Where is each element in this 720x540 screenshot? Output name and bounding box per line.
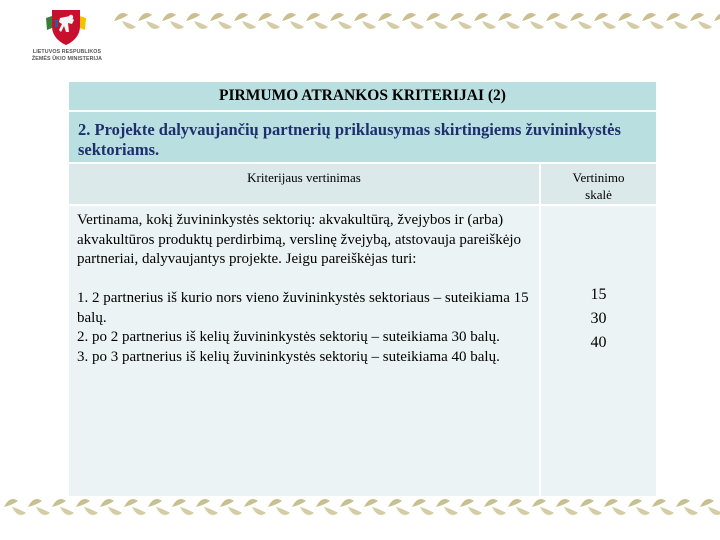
ornament-leaf <box>244 499 266 515</box>
ornament-leaf <box>484 499 506 515</box>
evaluation-item: 3. po 3 partnerius iš kelių žuvininkystės sektorių – suteikiama 40 balų. <box>77 348 500 365</box>
ornament-leaf <box>402 13 424 29</box>
ornament-leaf <box>340 499 362 515</box>
ornament-leaf <box>460 499 482 515</box>
ornament-leaf <box>642 13 664 29</box>
ornament-leaf <box>412 499 434 515</box>
ornament-leaf <box>364 499 386 515</box>
ornament-leaf <box>114 13 136 29</box>
ornament-leaf <box>498 13 520 29</box>
ornament-leaf <box>76 499 98 515</box>
ornament-leaf <box>210 13 232 29</box>
ornament-leaf <box>124 499 146 515</box>
ornament-leaf <box>148 499 170 515</box>
ornament-leaf <box>220 499 242 515</box>
ornament-leaf <box>100 499 122 515</box>
ornament-leaf <box>258 13 280 29</box>
ornament-leaf <box>628 499 650 515</box>
ornament-leaf <box>556 499 578 515</box>
ornament-leaf <box>522 13 544 29</box>
ornament-leaf <box>508 499 530 515</box>
ornament-leaf <box>388 499 410 515</box>
ornament-leaf <box>474 13 496 29</box>
ornament-leaf <box>570 13 592 29</box>
ornament-leaf <box>580 499 602 515</box>
ornament-leaf <box>196 499 218 515</box>
ornament-leaf <box>666 13 688 29</box>
ornament-leaf <box>604 499 626 515</box>
ministry-logo <box>22 8 112 70</box>
ornament-leaf <box>378 13 400 29</box>
column-header-scale-line: Vertinimo <box>572 170 625 185</box>
ornament-leaf <box>546 13 568 29</box>
ornamental-border-bottom <box>0 493 720 521</box>
evaluation-item: 1. 2 partnerius iš kurio nors vieno žuvininkystės sektoriaus – suteikiama 15 balų. <box>77 290 529 326</box>
criteria-table <box>69 82 656 496</box>
ornament-leaf <box>138 13 160 29</box>
ornament-leaf <box>234 13 256 29</box>
ministry-name-line: LIETUVOS RESPUBLIKOS <box>32 49 102 55</box>
scale-value: 40 <box>590 334 607 351</box>
coat-of-arms-icon <box>42 8 90 46</box>
ornament-leaf <box>354 13 376 29</box>
scale-values <box>541 206 656 496</box>
ornament-leaf <box>28 499 50 515</box>
ornament-leaf <box>306 13 328 29</box>
ornament-leaf <box>714 13 720 29</box>
ornament-leaf <box>450 13 472 29</box>
evaluation-text <box>69 206 539 496</box>
ornament-leaf <box>700 499 720 515</box>
ornament-leaf <box>436 499 458 515</box>
ornament-leaf <box>676 499 698 515</box>
column-header-evaluation: Kriterijaus vertinimas <box>69 164 539 204</box>
ornament-leaf <box>172 499 194 515</box>
table-title: PIRMUMO ATRANKOS KRITERIJAI (2) <box>69 82 656 110</box>
ministry-name <box>22 49 112 62</box>
ornament-leaf <box>292 499 314 515</box>
evaluation-intro: Vertinama, kokį žuvininkystės sektorių: akvakultūrą, žvejybos ir (arba) akvakultūros produktų perdirbimą, verslinę žvejybą, atstovauja pareiškėjo partneriai, dalyvaujantys projekte. Jeigu pareiškėjas turi: <box>77 212 522 267</box>
ornament-leaf <box>426 13 448 29</box>
ministry-name-line: ŽEMĖS ŪKIO MINISTERIJA <box>31 55 103 62</box>
scale-value: 15 <box>590 286 607 303</box>
criterion-subtitle: 2. Projekte dalyvaujančių partnerių priklausymas skirtingiems žuvininkystės sektoriams. <box>69 112 656 162</box>
ornament-leaf <box>282 13 304 29</box>
ornament-leaf <box>330 13 352 29</box>
ornament-leaf <box>532 499 554 515</box>
ornament-leaf <box>4 499 26 515</box>
ornament-leaf <box>268 499 290 515</box>
ornament-leaf <box>162 13 184 29</box>
ornament-leaf <box>186 13 208 29</box>
ornament-leaf <box>618 13 640 29</box>
ornament-leaf <box>316 499 338 515</box>
evaluation-item: 2. po 2 partnerius iš kelių žuvininkystės sektorių – suteikiama 30 balų. <box>77 329 500 345</box>
ornamental-border-top <box>110 6 720 36</box>
ornament-leaf <box>690 13 712 29</box>
column-header-scale-line: skalė <box>585 187 612 202</box>
ornament-leaf <box>652 499 674 515</box>
scale-value: 30 <box>590 310 607 327</box>
ornament-leaf <box>594 13 616 29</box>
ornament-leaf <box>52 499 74 515</box>
column-header-scale <box>541 164 656 204</box>
